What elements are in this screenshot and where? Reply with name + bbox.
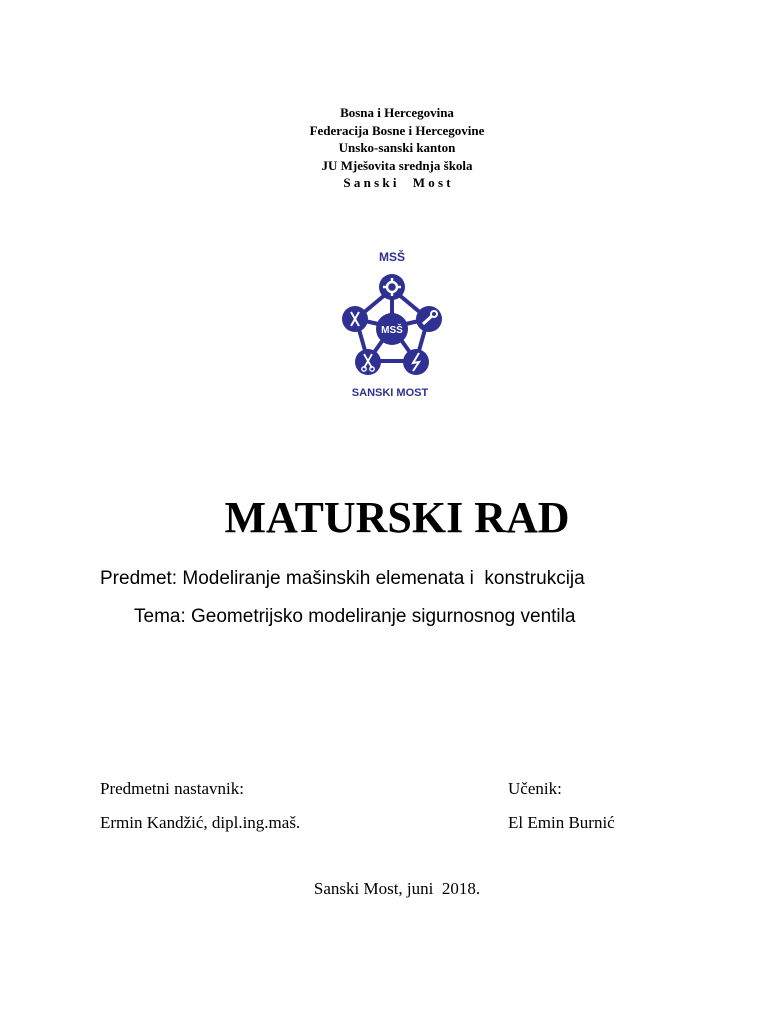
federation-line: Federacija Bosne i Hercegovine [309, 122, 485, 138]
gear-node-icon [379, 274, 405, 300]
document-title: MATURSKI RAD [224, 493, 570, 542]
country-line: Bosna i Hercegovina [340, 105, 454, 120]
student-label: Učenik: [508, 779, 562, 798]
logo-center-text: MSŠ [381, 325, 403, 336]
city-line: S a n s k i M o s t [343, 175, 451, 190]
mentor-name: Ermin Kandžić, dipl.ing.maš. [100, 813, 301, 832]
topic-line: Tema: Geometrijsko modeliranje sigurnosnog ventila [134, 606, 576, 627]
student-name: El Emin Burnić [508, 813, 615, 832]
logo-bottom-text: SANSKI MOST [351, 387, 429, 399]
institution-header [0, 104, 768, 192]
school-line: JU Mješovita srednja škola [321, 157, 473, 173]
logo-top-text: MSŠ [378, 250, 406, 264]
mentor-label: Predmetni nastavnik: [100, 779, 245, 798]
school-logo [336, 243, 448, 403]
place-date: Sanski Most, juni 2018. [313, 879, 481, 898]
canton-line: Unsko-sanski kanton [338, 140, 456, 155]
subject-line: Predmet: Modeliranje mašinskih elemenata i konstrukcija [100, 568, 585, 589]
